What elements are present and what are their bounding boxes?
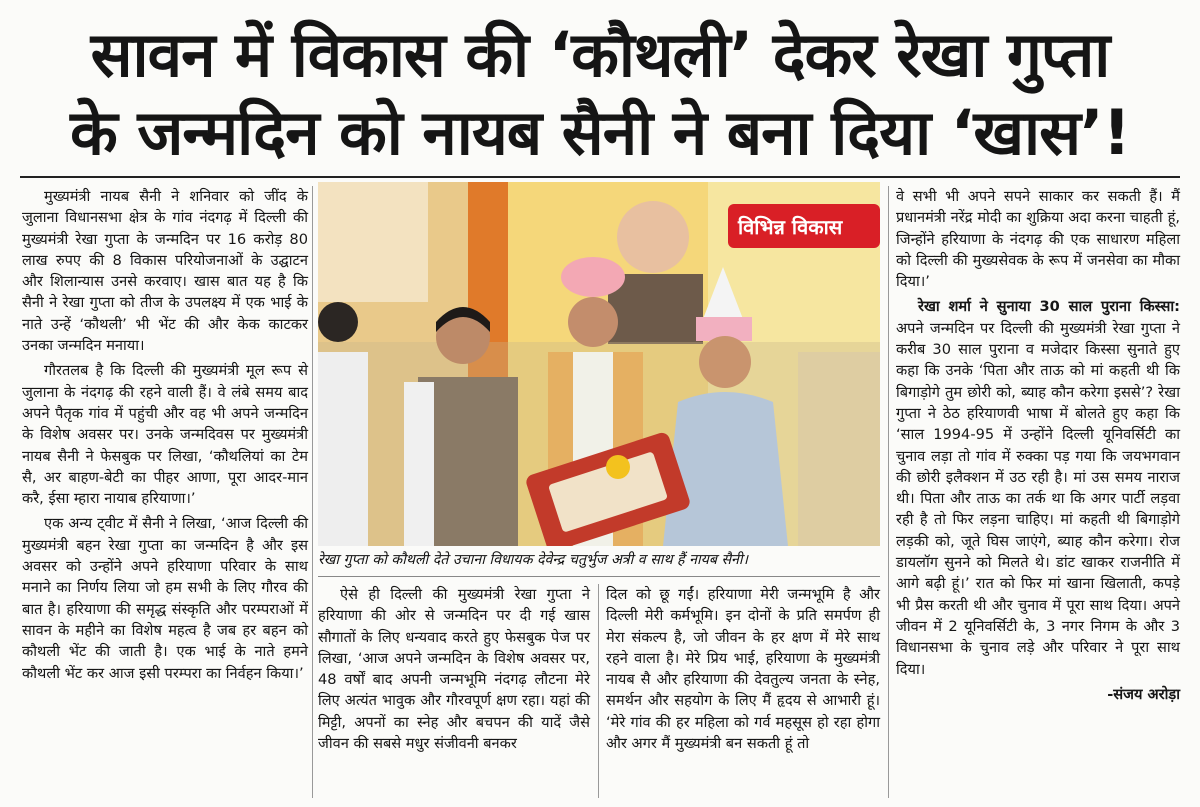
column-divider-1 — [312, 186, 313, 798]
news-photo — [318, 182, 880, 546]
column-divider-3 — [888, 186, 889, 798]
col1-paragraph-2: गौरतलब है कि दिल्ली की मुख्यमंत्री मूल रूप से जुलाना के नंदगढ़ की रहने वाली हैं। वे लंबे समय बाद अपने पैतृक गांव में पहुंची और वह भी अपने जन्मदिन के विशेष अवसर पर। उनके जन्मदिवस पर मुख्यमंत्री नायब सैनी ने फेसबुक पर लिखा, ‘कौथलियां का टेम सै, अर बाहण-बेटी का पीहर आणा, पूरा आदर-मान करै, ईसा म्हारा नायाब हरियाणा।’ — [22, 362, 308, 508]
headline-line-2: के जन्मदिन को नायब सैनी ने बना दिया ‘खास’! — [70, 96, 1130, 169]
article-column-1 — [22, 186, 308, 688]
byline: -संजय अरोड़ा — [1107, 685, 1180, 703]
col4-subhead: रेखा शर्मा ने सुनाया 30 साल पुराना किस्सा: — [918, 298, 1180, 316]
col1-paragraph-1: मुख्यमंत्री नायब सैनी ने शनिवार को जींद के जुलाना विधानसभा क्षेत्र के गांव नंदगढ़ में दिल्ली की मुख्यमंत्री रेखा गुप्ता के जन्मदिन पर 16 करोड़ 80 लाख रुपए की 8 विकास परियोजनाओं के उद्घाटन और शिलान्यास उनसे करवाए। खास बात यह है कि सैनी ने रेखा गुप्ता को तीज के उपलक्ष्य में एक भाई के नाते उन्हें ‘कौथली’ भी भेंट की और केक काटकर उनका जन्मदिन मनाया। — [22, 188, 308, 355]
headline-rule — [20, 176, 1180, 178]
col4-paragraph-1: अपने जन्मदिन पर दिल्ली की मुख्यमंत्री रेखा गुप्ता ने करीब 30 साल पुराना व मजेदार किस्सा सुनाते हुए कहा कि उनके ‘पिता और ताऊ को मां कहती थी कि बिगाड़ोगे तुम छोरी को, ब्याह कौन करेगा इससे’? रेखा गुप्ता ने ठेठ हरियाणवी भाषा में बोलते हुए कहा कि ‘साल 1994-95 में उन्होंने दिल्ली यूनिवर्सिटी का चुनाव लड़ा तो गांव में रुक्का पड़ गया कि जयभगवान की छोरी इलैक्शन में उठ रही है। मां उस समय नाराज थी। पिता और ताऊ का तर्क था कि अगर पार्टी लड़वा रही है तो फिर लड़ना चाहिए। मां कहती थी बिगाड़ोगे लड़की को, जूते घिस जाएंगे, ब्याह कौन करेगा। रोज डायलॉग सुनने को मिलते थे। डांट खाकर राजनीति में आगे बढ़ी हूं।’ रात को फिर मां खाना खिलाती, कपड़े भी प्रैस करती थी और चुनाव में पूरा साथ दिया। अपने जीवन में 2 यूनिवर्सिटी के, 3 नगर निगम के और 3 विधानसभा के चुनाव लड़े और परिवार ने पूरा साथ दिया। — [896, 319, 1180, 678]
headline-line-1: सावन में विकास की ‘कौथली’ देकर रेखा गुप्ता — [90, 18, 1110, 91]
article-column-3 — [606, 584, 880, 758]
photo-caption: रेखा गुप्ता को कौथली देते उचाना विधायक देवेन्द्र चतुर्भुज अत्री व साथ हैं नायब सैनी। — [318, 552, 748, 568]
article-column-2 — [318, 584, 590, 758]
column-divider-2 — [598, 584, 599, 798]
col4-paragraph-0: वे सभी भी अपने सपने साकार कर सकती हैं। मैं प्रधानमंत्री नरेंद्र मोदी का शुक्रिया अदा करना चाहती हूं, जिन्होंने हरियाणा के नंदगढ़ की एक साधारण महिला को दिल्ली की मुख्यसेवक के रूप में जनसेवा का मौका दिया।’ — [896, 188, 1180, 291]
article-column-4 — [896, 186, 1180, 705]
col1-paragraph-3: एक अन्य ट्वीट में सैनी ने लिखा, ‘आज दिल्ली की मुख्यमंत्री बहन रेखा गुप्ता का जन्मदिन है और इस अवसर को उन्होंने अपने हरियाणा परिवार के साथ मनाने का निर्णय लिया जो हम सभी के लिए गौरव की बात है। हरियाणा की समृद्ध संस्कृति और परम्पराओं में सावन के महीने का विशेष महत्व है जब हर बहन को कौथली भेंट की जाती है। एक भाई के नाते हमने कौथली भेंट कर आज इसी परम्परा का निर्वहन किया।’ — [22, 515, 308, 682]
col3-paragraph-1: दिल को छू गईं। हरियाणा मेरी जन्मभूमि है और दिल्ली मेरी कर्मभूमि। इन दोनों के प्रति समर्पण ही मेरा संकल्प है, जो जीवन के हर क्षण में मेरे साथ रहने वाला है। मेरे प्रिय भाई, हरियाणा के मुख्यमंत्री नायब सै और हरियाणा की देवतुल्य जनता के स्नेह, समर्थन और सहयोग के लिए मैं हृदय से आभारी हूं। ‘मेरे गांव की हर महिला को गर्व महसूस हो रहा होगा और अगर मैं मुख्यमंत्री बन सकती हूं तो — [606, 586, 880, 753]
banner-text: विभिन्न विकास — [738, 215, 843, 239]
col2-paragraph-1: ऐसे ही दिल्ली की मुख्यमंत्री रेखा गुप्ता ने हरियाणा की ओर से जन्मदिन पर दी गई खास सौगातों के लिए धन्यवाद करते हुए फेसबुक पेज पर लिखा, ‘आज अपने जन्मदिन के विशेष अवसर पर, 48 वर्षों बाद अपनी जन्मभूमि नंदगढ़ लौटना मेरे लिए अत्यंत भावुक और गौरवपूर्ण क्षण रहा। यहां की मिट्टी, अपनों का स्नेह और बचपन की यादें जैसे जीवन की सबसे मधुर संजीवनी बनकर — [318, 586, 590, 753]
caption-rule — [318, 576, 880, 577]
